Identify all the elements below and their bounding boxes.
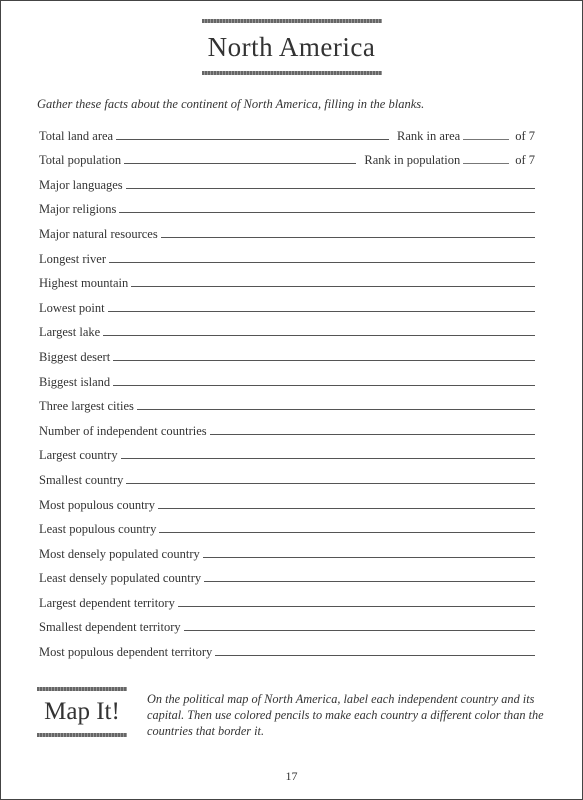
fact-row (39, 390, 535, 415)
field-rows (39, 168, 535, 660)
fill-in-blank[interactable] (113, 360, 535, 361)
rank-blank[interactable] (463, 139, 509, 140)
fact-label: Total land area (39, 128, 114, 143)
fact-label: Longest river (39, 251, 106, 266)
fact-label: Lowest point (39, 300, 105, 315)
fact-row (39, 635, 535, 660)
fill-in-blank[interactable] (210, 434, 535, 435)
page-number: 17 (285, 769, 298, 783)
fact-row-population (39, 144, 535, 169)
page-title: North America (207, 32, 376, 62)
fact-label: Most populous country (39, 497, 155, 512)
fill-in-blank[interactable] (119, 212, 535, 213)
rank-of-text: of 7 (515, 128, 535, 143)
fact-label: Smallest country (39, 472, 124, 487)
fact-row (39, 513, 535, 538)
fill-in-blank[interactable] (158, 508, 535, 509)
fact-row (39, 168, 535, 193)
fill-in-blank[interactable] (113, 385, 535, 386)
fact-label: Number of independent countries (39, 423, 207, 438)
fact-row (39, 316, 535, 341)
fill-in-blank[interactable] (126, 483, 535, 484)
fill-in-blank[interactable] (121, 458, 535, 459)
fact-label: Biggest desert (39, 349, 111, 364)
fill-in-blank[interactable] (103, 335, 535, 336)
fact-rows (39, 119, 535, 660)
fact-row (39, 242, 535, 267)
fact-label: Least densely populated country (39, 571, 202, 586)
fact-row (39, 463, 535, 488)
fill-in-blank[interactable] (159, 532, 535, 533)
fact-label: Most populous dependent territory (39, 645, 213, 660)
fact-label: Highest mountain (39, 276, 129, 291)
fact-label: Major religions (39, 202, 117, 217)
map-it-title: Map It! (44, 698, 120, 725)
fact-row (39, 611, 535, 636)
fact-label: Major natural resources (39, 226, 158, 241)
fact-row-land-area (39, 119, 535, 144)
fill-in-blank[interactable] (131, 286, 535, 287)
fact-label: Least populous country (39, 522, 157, 537)
fact-label: Most densely populated country (39, 546, 200, 561)
fact-label: Total population (39, 153, 122, 168)
title-bottom-rule (202, 71, 382, 75)
fact-row (39, 365, 535, 390)
title-block (1, 19, 582, 75)
fact-label: Three largest cities (39, 399, 134, 414)
fact-row (39, 488, 535, 513)
instructions: Gather these facts about the continent of North America, filling in the blanks. (37, 97, 425, 111)
fact-row (39, 562, 535, 587)
rank-label: Rank in area (397, 128, 461, 143)
fill-in-blank[interactable] (124, 163, 356, 164)
fill-in-blank[interactable] (109, 262, 535, 263)
fact-label: Biggest island (39, 374, 111, 389)
fill-in-blank[interactable] (204, 581, 535, 582)
fill-in-blank[interactable] (137, 409, 535, 410)
map-it-bottom-rule (37, 733, 127, 737)
rank-blank[interactable] (463, 163, 509, 164)
fact-label: Largest lake (39, 325, 101, 340)
fact-label: Smallest dependent territory (39, 620, 181, 635)
fact-row (39, 586, 535, 611)
fact-row (39, 267, 535, 292)
fact-label: Largest dependent territory (39, 595, 175, 610)
fill-in-blank[interactable] (126, 188, 535, 189)
fact-row (39, 291, 535, 316)
fact-row (39, 193, 535, 218)
map-it-box (37, 687, 127, 737)
fact-row (39, 414, 535, 439)
fact-label: Largest country (39, 448, 118, 463)
rank-label: Rank in population (364, 153, 461, 168)
fact-row (39, 340, 535, 365)
fill-in-blank[interactable] (116, 139, 389, 140)
map-it-top-rule (37, 687, 127, 691)
fill-in-blank[interactable] (184, 630, 535, 631)
rank-of-text: of 7 (515, 153, 535, 168)
fill-in-blank[interactable] (161, 237, 535, 238)
fact-label: Major languages (39, 177, 123, 192)
fill-in-blank[interactable] (108, 311, 535, 312)
fill-in-blank[interactable] (178, 606, 535, 607)
fact-row (39, 217, 535, 242)
title-top-rule (202, 19, 382, 23)
map-it-instructions: On the political map of North America, label each independent country and its capital. Then use colored pencils to make each country a different color than the countries that border it. (147, 692, 544, 738)
fill-in-blank[interactable] (215, 655, 535, 656)
fill-in-blank[interactable] (203, 557, 535, 558)
fact-row (39, 537, 535, 562)
fact-row (39, 439, 535, 464)
